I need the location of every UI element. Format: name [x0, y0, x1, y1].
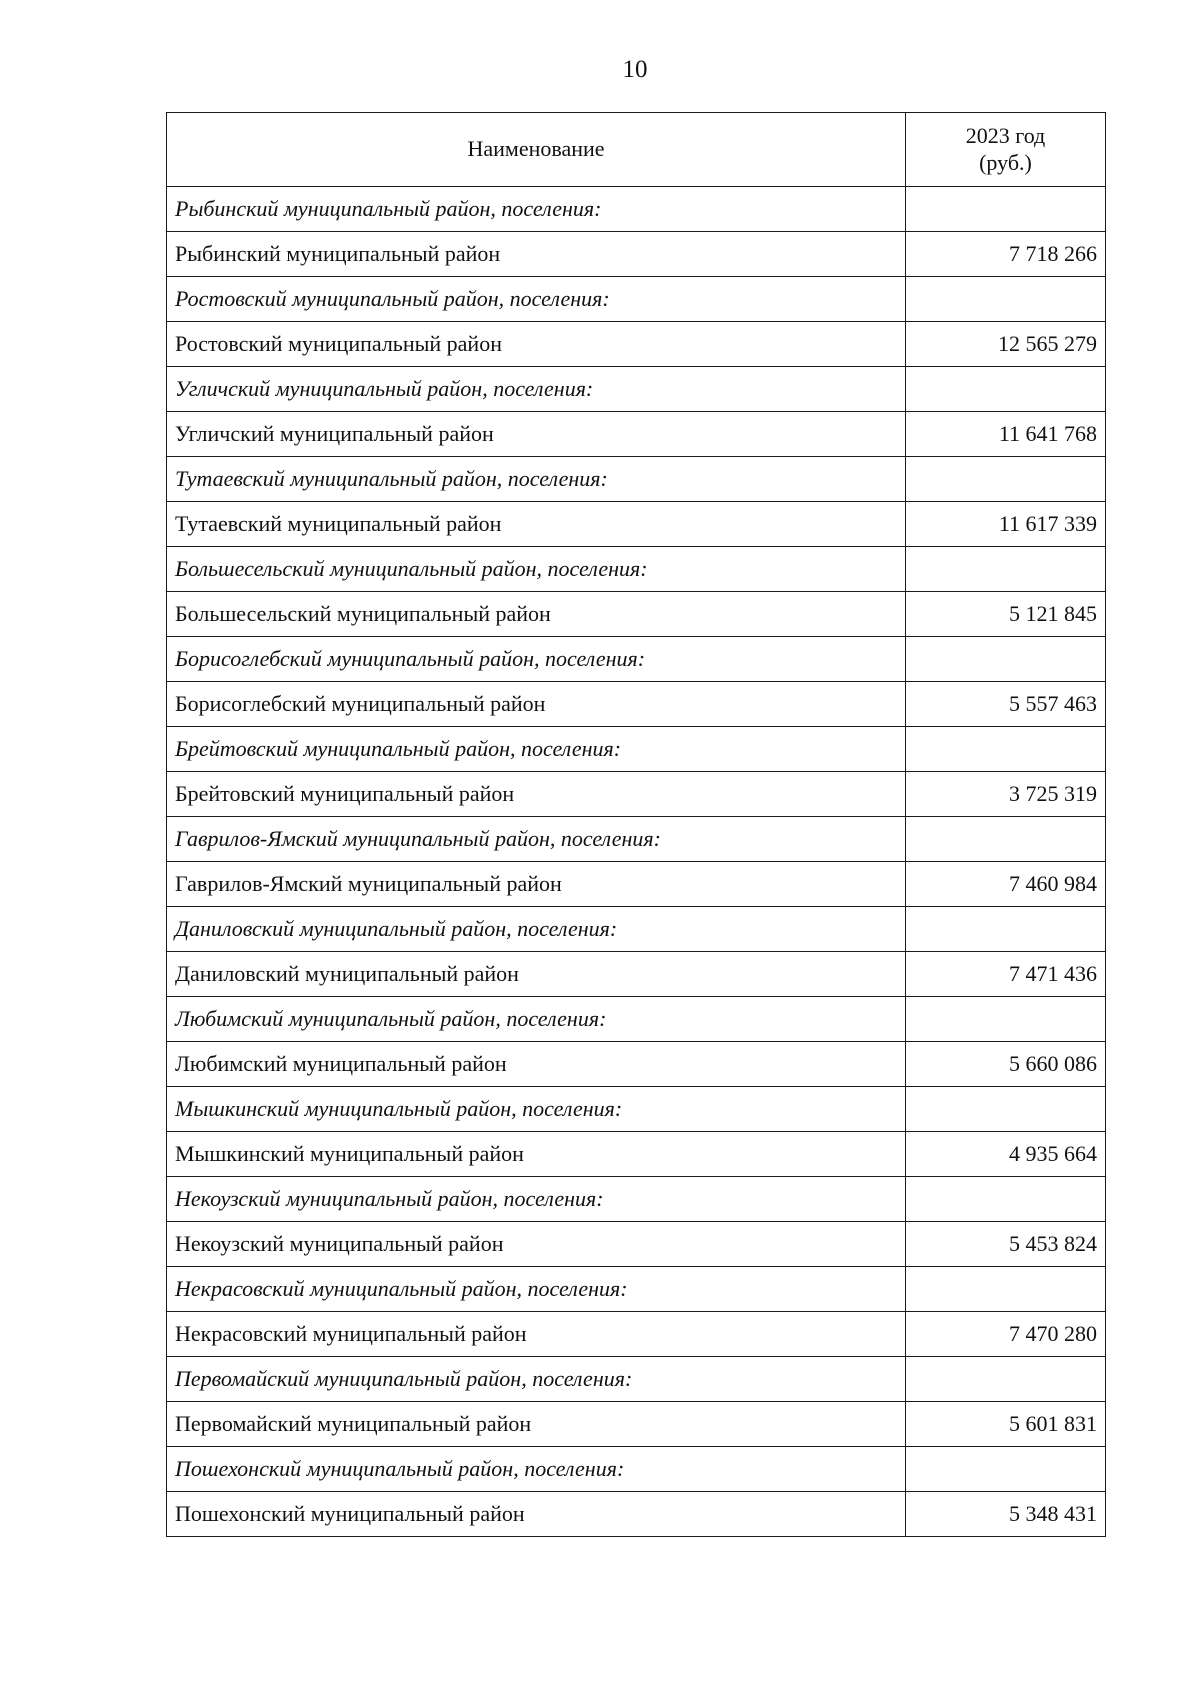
amount-cell — [906, 367, 1106, 412]
section-header-row — [167, 367, 1106, 412]
table-row — [167, 592, 1106, 637]
amount-cell: 7 470 280 — [906, 1312, 1106, 1357]
header-year-label: 2023 год — [965, 123, 1046, 149]
section-label: Пошехонский муниципальный район, поселения: — [167, 1447, 906, 1492]
district-name: Брейтовский муниципальный район — [167, 772, 906, 817]
section-header-row — [167, 907, 1106, 952]
section-label: Мышкинский муниципальный район, поселения: — [167, 1087, 906, 1132]
section-label: Любимский муниципальный район, поселения: — [167, 997, 906, 1042]
section-header-row — [167, 817, 1106, 862]
section-label: Большесельский муниципальный район, поселения: — [167, 547, 906, 592]
amount-cell — [906, 1357, 1106, 1402]
amount-cell: 5 660 086 — [906, 1042, 1106, 1087]
district-name: Некоузский муниципальный район — [167, 1222, 906, 1267]
header-name: Наименование — [167, 113, 906, 187]
table-row — [167, 1222, 1106, 1267]
section-header-row — [167, 187, 1106, 232]
amount-cell — [906, 907, 1106, 952]
district-name: Любимский муниципальный район — [167, 1042, 906, 1087]
district-name: Некрасовский муниципальный район — [167, 1312, 906, 1357]
table-row — [167, 1132, 1106, 1177]
table-row — [167, 1492, 1106, 1537]
table-body — [167, 187, 1106, 1537]
section-header-row — [167, 1087, 1106, 1132]
district-name: Пошехонский муниципальный район — [167, 1492, 906, 1537]
amount-cell: 3 725 319 — [906, 772, 1106, 817]
amount-cell: 11 641 768 — [906, 412, 1106, 457]
amount-cell — [906, 1267, 1106, 1312]
section-label: Брейтовский муниципальный район, поселения: — [167, 727, 906, 772]
district-name: Ростовский муниципальный район — [167, 322, 906, 367]
allocation-table — [166, 112, 1106, 1537]
district-name: Тутаевский муниципальный район — [167, 502, 906, 547]
amount-cell: 12 565 279 — [906, 322, 1106, 367]
amount-cell: 7 471 436 — [906, 952, 1106, 997]
section-label: Некоузский муниципальный район, поселения: — [167, 1177, 906, 1222]
table-row — [167, 862, 1106, 907]
amount-cell — [906, 817, 1106, 862]
page-number: 10 — [622, 56, 648, 83]
section-header-row — [167, 1357, 1106, 1402]
section-header-row — [167, 727, 1106, 772]
amount-cell: 7 460 984 — [906, 862, 1106, 907]
table-header-row — [167, 113, 1106, 187]
amount-cell: 4 935 664 — [906, 1132, 1106, 1177]
amount-cell — [906, 187, 1106, 232]
table-row — [167, 952, 1106, 997]
district-name: Даниловский муниципальный район — [167, 952, 906, 997]
section-header-row — [167, 547, 1106, 592]
table-row — [167, 502, 1106, 547]
amount-cell: 5 557 463 — [906, 682, 1106, 727]
section-label: Рыбинский муниципальный район, поселения: — [167, 187, 906, 232]
section-label: Угличский муниципальный район, поселения: — [167, 367, 906, 412]
section-label: Тутаевский муниципальный район, поселения: — [167, 457, 906, 502]
district-name: Большесельский муниципальный район — [167, 592, 906, 637]
section-header-row — [167, 457, 1106, 502]
amount-cell — [906, 1447, 1106, 1492]
district-name: Первомайский муниципальный район — [167, 1402, 906, 1447]
section-header-row — [167, 1447, 1106, 1492]
amount-cell — [906, 727, 1106, 772]
amount-cell: 5 121 845 — [906, 592, 1106, 637]
table-row — [167, 772, 1106, 817]
header-year — [906, 113, 1106, 187]
amount-cell — [906, 1177, 1106, 1222]
section-header-row — [167, 637, 1106, 682]
district-name: Угличский муниципальный район — [167, 412, 906, 457]
table-row — [167, 682, 1106, 727]
district-name: Гаврилов-Ямский муниципальный район — [167, 862, 906, 907]
amount-cell: 5 601 831 — [906, 1402, 1106, 1447]
section-label: Некрасовский муниципальный район, поселения: — [167, 1267, 906, 1312]
section-label: Ростовский муниципальный район, поселения: — [167, 277, 906, 322]
table-row — [167, 322, 1106, 367]
amount-cell: 7 718 266 — [906, 232, 1106, 277]
section-label: Первомайский муниципальный район, поселения: — [167, 1357, 906, 1402]
district-name: Мышкинский муниципальный район — [167, 1132, 906, 1177]
table-row — [167, 1312, 1106, 1357]
section-header-row — [167, 997, 1106, 1042]
section-header-row — [167, 1177, 1106, 1222]
table-row — [167, 232, 1106, 277]
section-label: Борисоглебский муниципальный район, поселения: — [167, 637, 906, 682]
amount-cell — [906, 457, 1106, 502]
table-row — [167, 1402, 1106, 1447]
amount-cell — [906, 637, 1106, 682]
header-unit-label: (руб.) — [979, 149, 1032, 175]
district-name: Рыбинский муниципальный район — [167, 232, 906, 277]
table-row — [167, 412, 1106, 457]
amount-cell — [906, 547, 1106, 592]
section-header-row — [167, 1267, 1106, 1312]
section-header-row — [167, 277, 1106, 322]
amount-cell — [906, 997, 1106, 1042]
district-name: Борисоглебский муниципальный район — [167, 682, 906, 727]
amount-cell — [906, 1087, 1106, 1132]
amount-cell: 5 348 431 — [906, 1492, 1106, 1537]
amount-cell: 5 453 824 — [906, 1222, 1106, 1267]
amount-cell: 11 617 339 — [906, 502, 1106, 547]
section-label: Гаврилов-Ямский муниципальный район, поселения: — [167, 817, 906, 862]
table-row — [167, 1042, 1106, 1087]
section-label: Даниловский муниципальный район, поселения: — [167, 907, 906, 952]
amount-cell — [906, 277, 1106, 322]
